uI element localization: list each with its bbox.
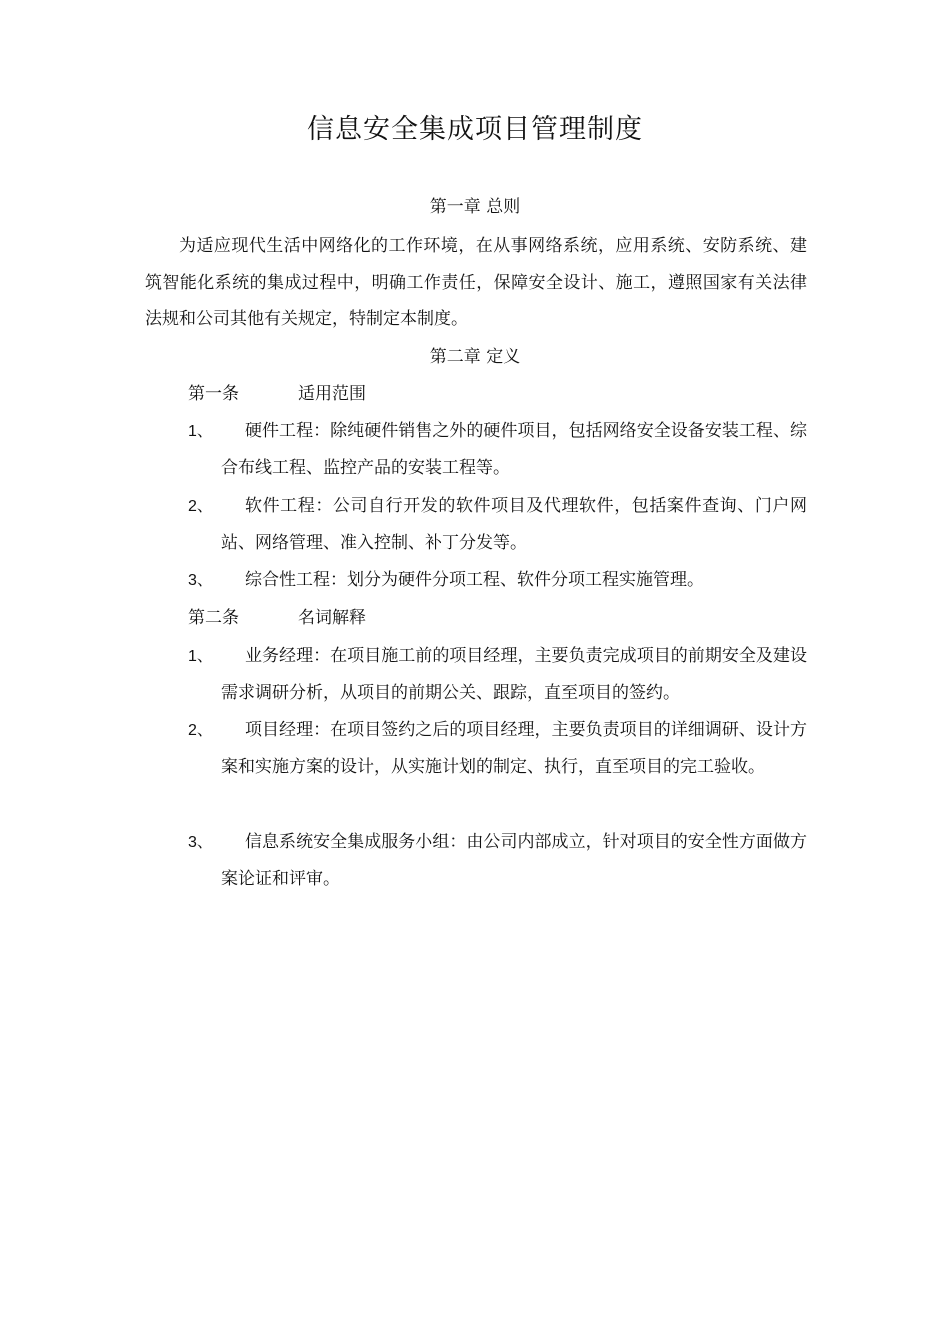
list-item-number: 2、 (188, 722, 213, 739)
article-2-title: 名词解释 (298, 608, 366, 628)
list-item (188, 824, 807, 898)
document-title: 信息安全集成项目管理制度 (307, 114, 643, 145)
list-item (188, 488, 807, 562)
article-2-heading (188, 606, 366, 630)
list-item-text: 项目经理：在项目签约之后的项目经理，主要负责项目的详细调研、设计方案和实施方案的设计，从实施计划的制定、执行，直至项目的完工验收。 (221, 720, 807, 777)
list-item-text: 硬件工程：除纯硬件销售之外的硬件项目，包括网络安全设备安装工程、综合布线工程、监控产品的安装工程等。 (221, 421, 807, 478)
article-1-title: 适用范围 (298, 384, 366, 404)
list-item-text: 软件工程：公司自行开发的软件项目及代理软件，包括案件查询、门户网站、网络管理、准入控制、补丁分发等。 (221, 496, 807, 553)
list-item-number: 2、 (188, 498, 213, 515)
list-item (188, 638, 807, 712)
article-2-number: 第二条 (188, 608, 239, 628)
list-item-text: 信息系统安全集成服务小组：由公司内部成立，针对项目的安全性方面做方案论证和评审。 (221, 832, 807, 889)
list-item-text: 业务经理：在项目施工前的项目经理，主要负责完成项目的前期安全及建设需求调研分析，从项目的前期公关、跟踪，直至项目的签约。 (221, 646, 807, 703)
article-1-number: 第一条 (188, 384, 239, 404)
list-item (188, 562, 807, 599)
article-1-heading (188, 382, 366, 406)
chapter-1-heading: 第一章 总则 (429, 197, 521, 217)
list-item (188, 712, 807, 786)
list-item-number: 3、 (188, 572, 213, 589)
chapter-2-heading: 第二章 定义 (429, 347, 521, 367)
list-item-text: 综合性工程：划分为硬件分项工程、软件分项工程实施管理。 (245, 570, 704, 590)
list-item-number: 1、 (188, 423, 213, 440)
chapter-1-paragraph: 为适应现代生活中网络化的工作环境，在从事网络系统，应用系统、安防系统、建筑智能化系统的集成过程中，明确工作责任，保障安全设计、施工，遵照国家有关法律法规和公司其他有关规定，特制定本制度。 (145, 236, 807, 329)
list-item (188, 413, 807, 487)
list-item-number: 3、 (188, 834, 213, 851)
list-item-number: 1、 (188, 648, 213, 665)
